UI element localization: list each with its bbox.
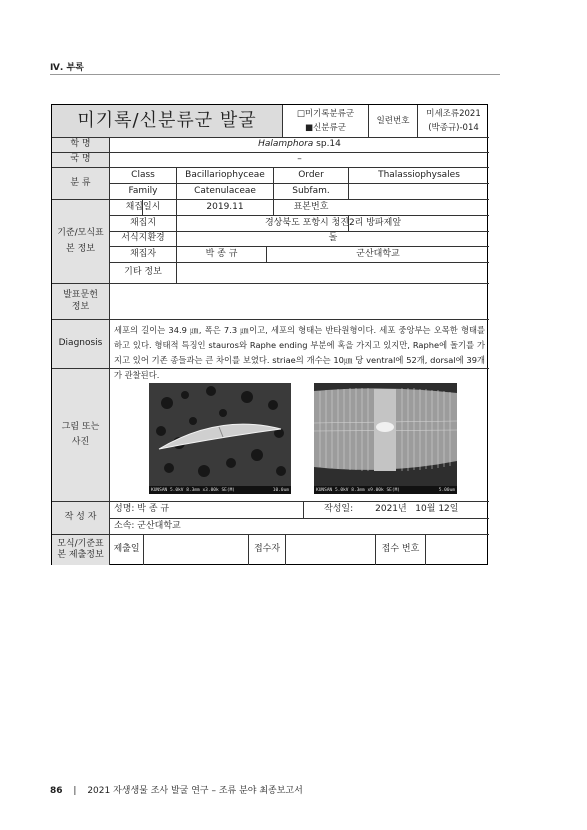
submission-label [52, 535, 109, 565]
diagnosis-label: Diagnosis [52, 320, 109, 368]
order-value: Thalassiophysales [378, 169, 460, 180]
literature-label-line1: 발표문헌 [63, 290, 98, 301]
figure-label-line2: 사진 [71, 437, 90, 447]
figure-label [52, 369, 109, 501]
etc-info-value [177, 263, 489, 283]
collector-value: 박 종 규 [205, 248, 238, 259]
serial-value-line2: (박종규)-014 [428, 122, 479, 133]
footer-text: 2021 자생생물 조사 발굴 연구 – 조류 분야 최종보고서 [87, 786, 303, 796]
sem-photo-whole-cell [149, 383, 291, 494]
submit-date-label: 제출일 [113, 544, 140, 555]
specimen-info-label-line1: 기준/모식표 [57, 228, 104, 239]
literature-value [110, 284, 489, 319]
receiver-label: 접수자 [253, 544, 281, 555]
habitat-value: 돌 [328, 233, 338, 244]
serial-value-line1: 미세조류2021 [426, 108, 481, 119]
specimen-info-label-line2: 본 정보 [66, 243, 95, 254]
scientific-name-value [110, 138, 489, 152]
subfamily-value [349, 184, 489, 199]
collector-label: 채집자 [129, 248, 157, 259]
author-date [304, 502, 489, 518]
submit-date-value [144, 535, 248, 565]
literature-label-line2: 정보 [71, 301, 90, 312]
collect-date-value: 2019.11 [206, 201, 244, 212]
receipt-number-value [426, 535, 489, 565]
specimen-number-value [349, 200, 489, 215]
specimen-number-label: 표본번호 [293, 201, 329, 212]
class-label: Class [131, 169, 155, 180]
page-footer [50, 783, 303, 796]
scientific-name-label: 학 명 [52, 138, 109, 152]
running-header: Ⅳ. 부록 [50, 63, 84, 73]
family-label: Family [128, 185, 158, 196]
submission-label-line2: 본 제출정보 [57, 550, 104, 560]
diagnosis-text: 세포의 길이는 34.9 ㎛, 폭은 7.3 ㎛이고, 세포의 형태는 반타원형이다. 세포 중앙부는 오목한 형태를 하고 있다. 형태적 특징인 stauros와 Raphe ending 부분에 혹을 가지고 있지만, Raphe에 돌기를 가지고 있어 기존 종들과는 큰 차이를 보였다. striae의 개수는 10㎛ 당 ventral에 52개, dorsal에 39개가 관찰된다. [114, 325, 485, 380]
receipt-number-label: 접수 번호 [381, 544, 420, 555]
sem-scale-left: 10.0um [272, 487, 289, 493]
genus-name: Halamphora [258, 139, 314, 150]
receiver-value [286, 535, 375, 565]
collector-affiliation: 군산대학교 [356, 248, 400, 259]
class-value: Bacillariophyceae [185, 169, 265, 180]
sem-caption-left: KUNSAN 5.0kV 8.3mm x3.00k SE(M) [151, 487, 235, 493]
literature-label [52, 284, 109, 319]
page-number: 86 [50, 786, 63, 796]
sem-caption-right: KUNSAN 5.0kV 8.3mm x9.00k SE(M) [316, 487, 400, 493]
author-label: 작 성 자 [52, 502, 109, 534]
collect-site-value: 경상북도 포항시 청진2리 방파제앞 [264, 217, 402, 228]
specimen-info-label [52, 200, 109, 283]
sem-photo-central-area [314, 383, 457, 494]
korean-name-label: 국 명 [52, 153, 109, 167]
header-divider [50, 74, 500, 75]
category-option-new-taxon: ■신분류군 [305, 122, 346, 133]
author-affiliation: 소속: 군산대학교 [114, 520, 181, 531]
specimen-record-form [51, 104, 488, 565]
species-epithet: sp.14 [313, 139, 341, 150]
collect-date-label: 채집일시 [125, 201, 161, 212]
author-date-value: 2021년 10월 12일 [375, 504, 459, 515]
korean-name-value: – [297, 154, 302, 165]
submission-label-line1: 모식/기준표 [57, 538, 104, 549]
taxonomy-label: 분 류 [52, 168, 109, 199]
etc-info-label: 기타 정보 [124, 267, 162, 278]
subfamily-label: Subfam. [292, 185, 330, 196]
form-title: 미기록/신분류군 발굴 [52, 105, 282, 137]
footer-separator: | [73, 786, 77, 796]
sem-central-area-image [314, 383, 457, 486]
category-option-unrecorded: □미기록분류군 [296, 108, 355, 119]
collect-site-label: 채집지 [129, 217, 157, 228]
sem-scalebar-right [314, 486, 457, 494]
author-name: 성명: 박 종 규 [114, 504, 170, 515]
author-date-label: 작성일: [324, 504, 354, 515]
sem-whole-cell-image [149, 383, 291, 486]
sem-scalebar-left [149, 486, 291, 494]
sem-scale-right: 5.00um [438, 487, 455, 493]
family-value: Catenulaceae [194, 185, 256, 196]
figure-label-line1: 그림 또는 [61, 421, 100, 432]
serial-label: 일련번호 [376, 115, 410, 126]
order-label: Order [298, 169, 324, 180]
habitat-label: 서식지환경 [121, 233, 165, 244]
